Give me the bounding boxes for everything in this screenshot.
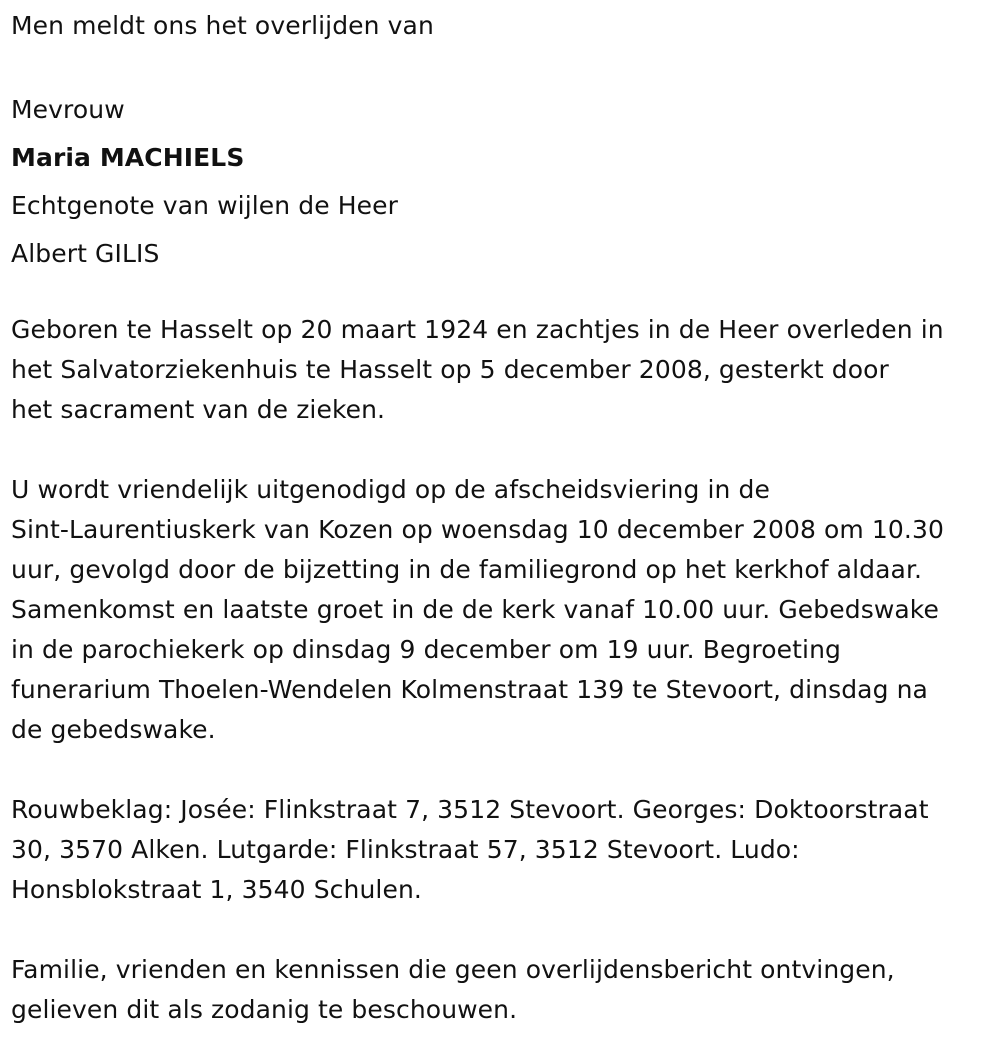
paragraph-line: Sint-Laurentiuskerk van Kozen op woensdag 10 december 2008 om 10.30: [11, 515, 944, 544]
condolence-paragraph: [11, 790, 929, 910]
paragraph-line: in de parochiekerk op dinsdag 9 december om 19 uur. Begroeting: [11, 635, 841, 664]
paragraph-line: 30, 3570 Alken. Lutgarde: Flinkstraat 57, 3512 Stevoort. Ludo:: [11, 835, 800, 864]
relation-text: Echtgenote van wijlen de Heer: [11, 191, 399, 220]
paragraph-line: Honsblokstraat 1, 3540 Schulen.: [11, 875, 422, 904]
intro-text: Men meldt ons het overlijden van: [11, 11, 434, 40]
birth-paragraph: [11, 310, 944, 430]
paragraph-line: het Salvatorziekenhuis te Hasselt op 5 december 2008, gesterkt door: [11, 355, 889, 384]
paragraph-line: de gebedswake.: [11, 715, 216, 744]
deceased-name: Maria MACHIELS: [11, 143, 245, 172]
spouse-name: Albert GILIS: [11, 239, 160, 268]
paragraph-line: funerarium Thoelen-Wendelen Kolmenstraat 139 te Stevoort, dinsdag na: [11, 675, 928, 704]
paragraph-line: Samenkomst en laatste groet in de de kerk vanaf 10.00 uur. Gebedswake: [11, 595, 939, 624]
paragraph-line: uur, gevolgd door de bijzetting in de familiegrond op het kerkhof aldaar.: [11, 555, 923, 584]
paragraph-line: Geboren te Hasselt op 20 maart 1924 en zachtjes in de Heer overleden in: [11, 315, 944, 344]
ceremony-paragraph: [11, 470, 944, 750]
closing-paragraph: [11, 950, 895, 1030]
paragraph-line: Familie, vrienden en kennissen die geen overlijdensbericht ontvingen,: [11, 955, 895, 984]
paragraph-line: U wordt vriendelijk uitgenodigd op de afscheidsviering in de: [11, 475, 770, 504]
paragraph-line: het sacrament van de zieken.: [11, 395, 386, 424]
paragraph-line: Rouwbeklag: Josée: Flinkstraat 7, 3512 Stevoort. Georges: Doktoorstraat: [11, 795, 929, 824]
title-text: Mevrouw: [11, 95, 125, 124]
deceased-header: [11, 86, 398, 278]
paragraph-line: gelieven dit als zodanig te beschouwen.: [11, 995, 518, 1024]
